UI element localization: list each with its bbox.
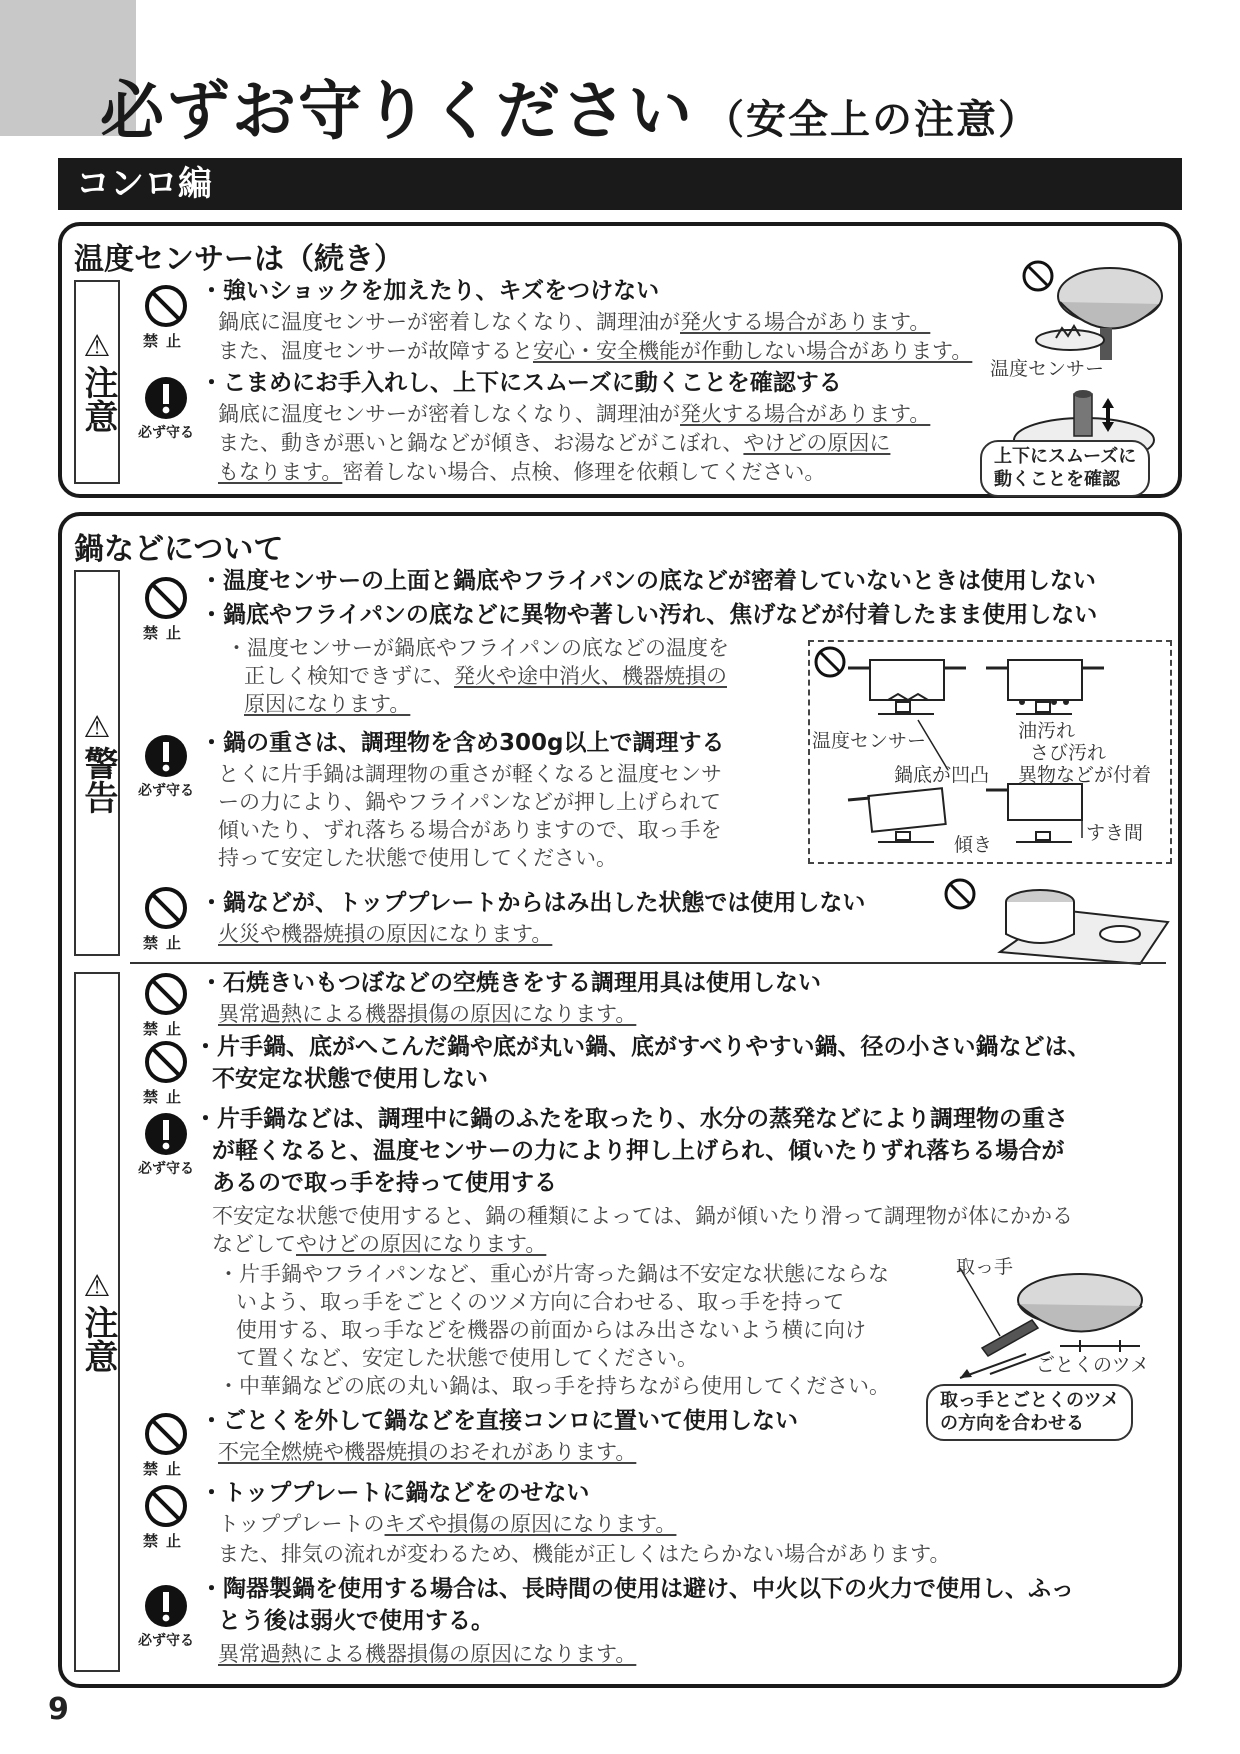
sensor-item1-heading: ・強いショックを加えたり、キズをつけない [200,278,660,304]
caution-label-text: 注意 [77,1304,118,1373]
pots-c3-line2a: などして [212,1232,296,1256]
page-title [100,60,1040,152]
page-title-sub: （安全上の注意） [704,97,1040,143]
sensor-item2-line3a: もなります。 [218,460,343,484]
pots-figure-gap-label: すき間 [1086,822,1144,844]
pots-c3-line2 [212,1232,546,1257]
must-caption: 必ず守る [138,783,194,799]
caution-label-text: 注意 [77,364,118,433]
prohibit-symbol [130,576,202,643]
prohibit-caption: 禁止 [142,332,189,350]
handle-bubble-line2: の方向を合わせる [940,1412,1084,1434]
exclamation-icon [144,1584,188,1628]
warning-label-text: 警告 [77,745,118,814]
pots-w2-sub2 [244,664,727,689]
prohibit-icon [144,1412,188,1456]
prohibit-icon [144,886,188,930]
prohibit-symbol [130,284,202,351]
prohibit-caption: 禁止 [142,624,189,642]
prohibit-caption: 禁止 [142,1532,189,1550]
sensor-item1-line2b: 安心・安全機能が作動しない場合があります。 [533,339,973,363]
sensor-box-title: 温度センサーは（続き） [74,242,404,277]
pots-c3-sub3: 使用する、取っ手などを機器の前面からはみ出さないよう横に向け [236,1318,866,1342]
pots-w2-sub2b: 発火や途中消火、機器焼損の [454,664,727,688]
sensor-item1-line2 [218,339,972,364]
pots-w2-sub3: 原因になります。 [244,692,411,716]
pots-warning-label [74,570,120,956]
prohibit-icon [144,1484,188,1528]
pots-w2-sub2a: 正しく検知できずに、 [244,664,454,688]
pots-box-title: 鍋などについて [74,532,284,567]
sensor-item1-line1a: 鍋底に温度センサーが密着しなくなり、調理油が [218,310,680,334]
sensor-item2-line1b: 発火する場合があります。 [680,402,931,426]
prohibit-symbol [130,1040,202,1107]
prohibit-icon [144,1040,188,1084]
pots-w3-line4: 持って安定した状態で使用してください。 [218,846,617,870]
pots-w2-sub1: ・温度センサーが鍋底やフライパンの底などの温度を [226,636,729,660]
prohibit-caption: 禁止 [142,1088,189,1106]
pots-figure-dent-label: 鍋底が凹凸 [894,764,990,786]
page-title-main: 必ずお守りください [100,75,694,149]
pots-c6-heading2: とう後は弱火で使用する。 [218,1608,494,1634]
sensor-item2-line1 [218,402,930,427]
pots-c3-heading1: ・片手鍋などは、調理中に鍋のふたを取ったり、水分の蒸発などにより調理物の重さ [194,1106,1068,1132]
sensor-item1-line1 [218,310,930,335]
prohibit-icon [144,576,188,620]
pots-figure-oil-label1: 油汚れ [1018,720,1076,742]
pots-w3-line1: とくに片手鍋は調理物の重さが軽くなると温度センサ [218,762,722,786]
pots-c5-line1b: キズや損傷の原因になります。 [384,1512,677,1536]
pots-figure-foreign-label: 異物などが付着 [1018,764,1152,786]
pots-figure-sensor-label: 温度センサー [812,730,927,752]
pots-w2-heading: ・鍋底やフライパンの底などに異物や著しい汚れ、焦げなどが付着したまま使用しない [200,602,1098,628]
sensor-bubble-line1: 上下にスムーズに [994,446,1137,467]
pots-c3-sub5: ・中華鍋などの底の丸い鍋は、取っ手を持ちながら使用してください。 [218,1374,890,1398]
pots-w3-line3: 傾いたり、ずれ落ちる場合がありますので、取っ手を [218,818,722,842]
pots-c3-line2b: やけどの原因になります。 [296,1232,547,1256]
pots-c3-sub1: ・片手鍋やフライパンなど、重心が片寄った鍋は不安定な状態にならな [218,1262,889,1286]
must-symbol [130,734,202,800]
pots-c5-heading: ・トッププレートに鍋などをのせない [200,1480,590,1506]
page-number: 9 [48,1692,69,1727]
prohibit-symbol [130,1484,202,1551]
must-caption: 必ず守る [138,425,194,441]
exclamation-icon [144,376,188,420]
must-caption: 必ず守る [138,1161,194,1177]
must-symbol [130,376,202,442]
sensor-item1-line1b: 発火する場合があります。 [680,310,931,334]
prohibit-icon [144,972,188,1016]
warning-triangle-icon: ⚠ [83,1269,111,1305]
pots-w4-line1: 火災や機器焼損の原因になります。 [218,922,553,946]
must-caption: 必ず守る [138,1633,194,1649]
warning-triangle-icon: ⚠ [83,329,111,365]
stove-overflow-figure [940,872,1170,968]
handle-figure-handle-label: 取っ手 [956,1256,1014,1278]
handle-bubble-line1: 取っ手とごとくのツメ [940,1390,1120,1411]
prohibit-caption: 禁止 [142,934,189,952]
prohibit-caption: 禁止 [142,1460,189,1478]
pots-c3-heading3: あるので取っ手を持って使用する [212,1170,557,1196]
sensor-item2-line2b: やけどの原因に [743,431,891,455]
pots-w4-heading: ・鍋などが、トッププレートからはみ出した状態では使用しない [200,890,866,916]
pots-w1-heading: ・温度センサーの上面と鍋底やフライパンの底などが密着していないときは使用しない [200,568,1096,594]
must-symbol [130,1584,202,1650]
warning-triangle-icon: ⚠ [83,710,111,746]
pots-c6-heading1: ・陶器製鍋を使用する場合は、長時間の使用は避け、中火以下の火力で使用し、ふっ [200,1576,1074,1602]
sensor-figure-label: 温度センサー [990,358,1105,380]
handle-figure-claw-label: ごとくのツメ [1036,1354,1150,1376]
pots-c5-line1a: トッププレートの [218,1512,385,1536]
pots-c3-sub4: て置くなど、安定した状態で使用してください。 [236,1346,698,1370]
pots-c3-heading2: が軽くなると、温度センサーの力により押し上げられ、傾いたりずれ落ちる場合が [212,1138,1065,1164]
pots-c6-line1: 異常過熱による機器損傷の原因になります。 [218,1642,637,1666]
pots-c3-line1: 不安定な状態で使用すると、鍋の種類によっては、鍋が傾いたり滑って調理物が体にかかる [212,1204,1073,1228]
sensor-caution-label [74,280,120,484]
pots-c5-line2: また、排気の流れが変わるため、機能が正しくはたらかない場合があります。 [218,1542,951,1566]
sensor-item2-line2 [218,431,890,456]
pots-figure-tilt-label: 傾き [954,834,993,856]
sensor-bubble-line2: 動くことを確認 [994,468,1120,490]
exclamation-icon [144,1112,188,1156]
pots-c1-line1: 異常過熱による機器損傷の原因になります。 [218,1002,637,1026]
pots-c4-heading: ・ごとくを外して鍋などを直接コンロに置いて使用しない [200,1408,798,1434]
sensor-item2-line1a: 鍋底に温度センサーが密着しなくなり、調理油が [218,402,680,426]
section-bar: コンロ編 [58,158,1182,210]
pots-c4-line1: 不完全燃焼や機器焼損のおそれがあります。 [218,1440,637,1464]
warning-caution-divider [130,962,1166,964]
sensor-item2-line3 [218,460,825,485]
sensor-item2-line2a: また、動きが悪いと鍋などが傾き、お湯などがこぼれ、 [218,431,744,455]
prohibit-symbol [130,886,202,953]
pots-caution-label [74,972,120,1672]
pots-w3-heading: ・鍋の重さは、調理物を含め300g以上で調理する [200,730,725,756]
exclamation-icon [144,734,188,778]
sensor-item1-line2a: また、温度センサーが故障すると [218,339,533,363]
must-symbol [130,1112,202,1178]
pots-c3-sub2: いよう、取っ手をごとくのツメ方向に合わせる、取っ手を持って [236,1290,845,1314]
prohibit-caption: 禁止 [142,1020,189,1038]
sensor-item2-line3b: 密着しない場合、点検、修理を依頼してください。 [342,460,826,484]
pots-c5-line1 [218,1512,676,1537]
pots-c2-heading2: 不安定な状態で使用しない [212,1066,488,1092]
pots-w3-line2: ーの力により、鍋やフライパンなどが押し上げられて [218,790,721,814]
prohibit-symbol [130,972,202,1039]
pots-figure-oil-label2: さび汚れ [1030,742,1107,764]
sensor-figure-bubble [980,440,1150,497]
sensor-item2-heading: ・こまめにお手入れし、上下にスムーズに動くことを確認する [200,370,842,396]
pots-c1-heading: ・石焼きいもつぼなどの空焼きをする調理用具は使用しない [200,970,821,996]
handle-figure-bubble [926,1384,1133,1441]
pots-c2-heading1: ・片手鍋、底がへこんだ鍋や底が丸い鍋、底がすべりやすい鍋、径の小さい鍋などは、 [194,1034,1091,1060]
prohibit-icon [144,284,188,328]
prohibit-symbol [130,1412,202,1479]
